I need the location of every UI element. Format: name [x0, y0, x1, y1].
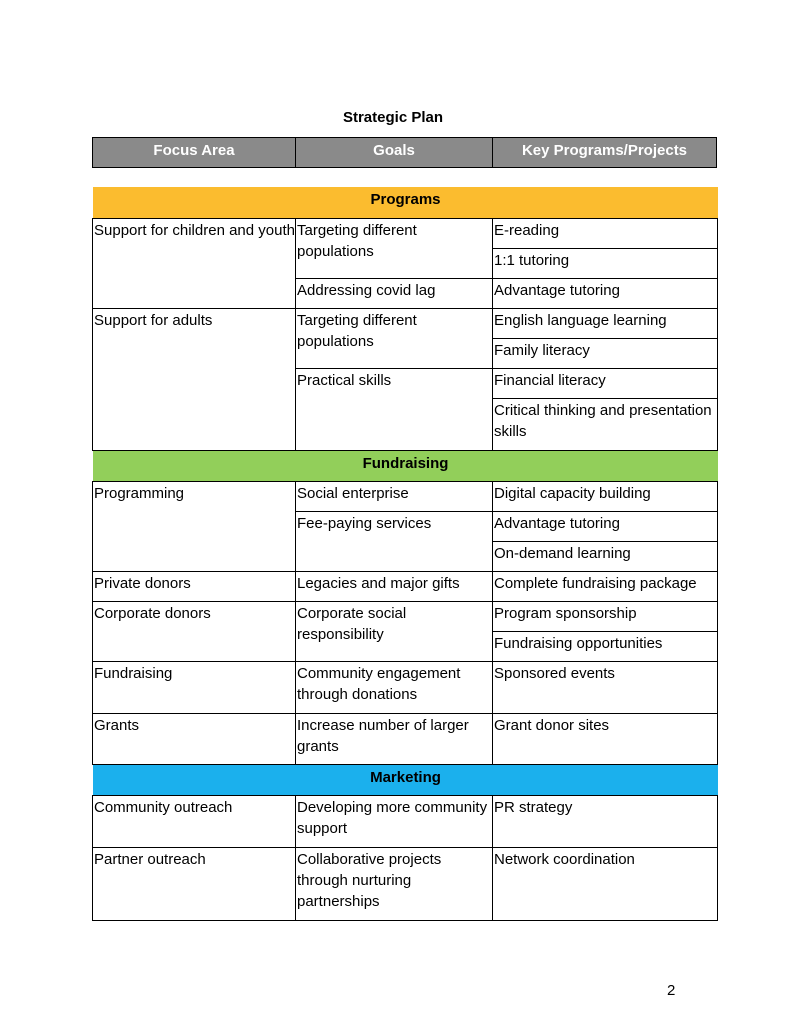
goal-cell: Collaborative projects through nurturing partnerships — [296, 847, 493, 920]
focus-cell: Programming — [93, 481, 296, 571]
project-cell: Advantage tutoring — [493, 511, 718, 541]
project-cell: Complete fundraising package — [493, 571, 718, 601]
goal-cell: Addressing covid lag — [296, 278, 493, 308]
section-label: Programs — [93, 187, 718, 218]
page-number: 2 — [667, 982, 676, 999]
focus-cell: Fundraising — [93, 661, 296, 713]
focus-cell: Community outreach — [93, 795, 296, 847]
focus-cell: Support for adults — [93, 308, 296, 450]
focus-cell: Grants — [93, 713, 296, 764]
section-label: Marketing — [93, 764, 718, 795]
project-cell: Network coordination — [493, 847, 718, 920]
goal-cell: Fee-paying services — [296, 511, 493, 571]
header-goals: Goals — [296, 138, 493, 167]
table-row — [93, 713, 718, 764]
project-cell: Critical thinking and presentation skills — [493, 398, 718, 450]
goal-cell: Social enterprise — [296, 481, 493, 511]
table-row — [93, 601, 718, 631]
goal-cell: Targeting different populations — [296, 218, 493, 278]
table-header — [92, 137, 717, 168]
table-row — [93, 795, 718, 847]
goal-cell: Practical skills — [296, 368, 493, 450]
section-header-marketing — [93, 764, 718, 795]
header-key-programs: Key Programs/Projects — [521, 142, 688, 159]
project-cell: 1:1 tutoring — [493, 248, 718, 278]
project-cell: Family literacy — [493, 338, 718, 368]
project-cell: Financial literacy — [493, 368, 718, 398]
table-row — [93, 661, 718, 713]
table-row — [93, 218, 718, 248]
section-header-fundraising — [93, 450, 718, 481]
goal-cell: Corporate social responsibility — [296, 601, 493, 661]
section-label: Fundraising — [93, 450, 718, 481]
page-title: Strategic Plan — [342, 109, 444, 126]
table-row — [93, 571, 718, 601]
goal-cell: Targeting different populations — [296, 308, 493, 368]
project-cell: English language learning — [493, 308, 718, 338]
project-cell: Sponsored events — [493, 661, 718, 713]
goal-cell: Increase number of larger grants — [296, 713, 493, 764]
project-cell: Digital capacity building — [493, 481, 718, 511]
focus-cell: Private donors — [93, 571, 296, 601]
goal-cell: Legacies and major gifts — [296, 571, 493, 601]
section-header-programs — [93, 187, 718, 218]
focus-cell: Corporate donors — [93, 601, 296, 661]
project-cell: Grant donor sites — [493, 713, 718, 764]
goal-cell: Community engagement through donations — [296, 661, 493, 713]
project-cell: On-demand learning — [493, 541, 718, 571]
table-row — [93, 308, 718, 338]
table-row — [93, 847, 718, 920]
project-cell: E-reading — [493, 218, 718, 248]
project-cell: Fundraising opportunities — [493, 631, 718, 661]
goal-cell: Developing more community support — [296, 795, 493, 847]
header-focus-area: Focus Area — [93, 138, 296, 167]
project-cell: PR strategy — [493, 795, 718, 847]
table-row — [93, 481, 718, 511]
project-cell: Advantage tutoring — [493, 278, 718, 308]
strategic-plan-table — [92, 187, 718, 921]
focus-cell: Partner outreach — [93, 847, 296, 920]
focus-cell: Support for children and youth — [93, 218, 296, 308]
project-cell: Program sponsorship — [493, 601, 718, 631]
